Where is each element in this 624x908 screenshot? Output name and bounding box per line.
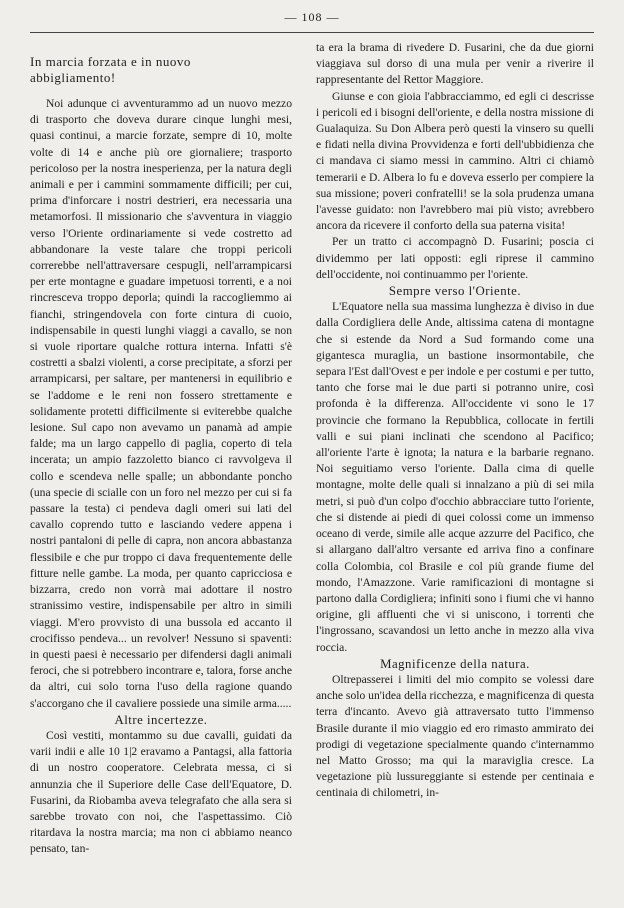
left-column [30, 44, 292, 858]
right-column [316, 40, 594, 802]
page-header [30, 10, 594, 36]
page-number: — 108 — [284, 10, 340, 24]
section-title-marcia: In marcia forzata e in nuovo abbigliamento! [30, 54, 191, 85]
section-title-oriente: Sempre verso l'Oriente. [388, 284, 522, 299]
paragraph: Oltrepasserei i limiti del mio compito se volessi dare anche solo un'idea della ricchezza, e magnificenza di questa terra d'incanto. Avevo già attraversato tutto l'immenso Brasile durante il mio viaggio ed ero rimasto ammirato dei prodigi di vegetazione specialmente quando c'internammo nel Matto Grosso; ma qui la maraviglia cresce. La vegetazione più lussureggiante si estende per centinaia e centinaia di chilometri, in- [316, 672, 594, 800]
paragraph: Per un tratto ci accompagnò D. Fusarini; poscia ci dividemmo per lati opposti: egli riprese il cammino dell'occidente, noi continuammo per l'oriente. [316, 235, 594, 281]
section-title-incertezze: Altre incertezze. [114, 712, 208, 727]
paragraph: L'Equatore nella sua massima lunghezza è diviso in due dalla Cordigliera delle Ande, altissima catena di montagne che si estende da Nord a Sud formando come una gigantesca muraglia, un bastione insormontabile, che separa l'Est dall'Ovest e per indole e per costumi e per tutto, tanto che forse mai le due parti si potranno unire, così profonda è la differenza. All'occidente vi sono le 17 provincie che formano la Repubblica, collocate in fertili valli e sui piani inclinati che scendono al Pacifico; all'oriente l'arte è ignota; la natura e la barbarie regnano. Noi seguitiamo verso l'oriente. Dalla cima di quelle montagne, molte delle quali si innalzano a più di sei mila metri, si può d'un colpo d'occhio abbracciare tutto l'oriente, che si distende ai piedi di quei colossi come un immenso oceano di verde, simile alle acque azzurre del Pacifico, che si allargano dall'altro versante ed arriva fino a confinare colla Colombia, col Brasile e col più grande fiume del mondo, l'Amazzone. Varie ramificazioni di montagne si partono dalla Cordigliera; infiniti sono i fiumi che vi hanno origine, gli affluenti che vi si uniscono, i torrenti che l'ingrossano, scavandosi un letto anche in mezzo alla viva roccia. [316, 300, 594, 654]
paragraph: Noi adunque ci avventurammo ad un nuovo mezzo di trasporto che doveva durare cinque lunghi mesi, quasi continui, a marcie forzate, sempre di 10, molte volte di 14 e anche più ore giornaliere; trasporto pericoloso per la nostra inesperienza, per la natura degli animali e per i cammini sommamente difficili; per cui, prima d'inforcare i nostri destrieri, era necessaria una metamorfosi. Il missionario che s'avventura in viaggio verso l'Oriente ordinariamente si vede costretto ad abbandonare la veste talare che troppi pericoli correrebbe nell'attraversare cespugli, nell'arrampicarsi per erte montagne e guadare impetuosi torrenti, e a noi rincresceva troppo deporla; quindi la raccogliemmo ai fianchi, stringendovela con forte cintura di cuoio, indispensabile in questi lunghi viaggi a cavallo, se non si vuole riportare qualche rottura interna. Infatti s'è costretti a sbalzi violenti, a corse precipitate, a sforzi per arrampicarsi, per saltare, per mantenersi in equilibrio e se l'addome e le reni non fossero strettamente e solidamente protetti difficilmente si eviterebbe qualche lesione. Sul capo non avevamo un panamà ad ampie falde; ma un largo cappello di paglia, coperto di tela incerata; un ampio fazzoletto bianco ci ravvolgeva il collo e scendeva nelle spalle; un abbondante poncho (una specie di scialle con un foro nel mezzo per cui si fa passare la testa) ci pendeva dagli omeri sui lati del cavallo coprendo tutto e lasciando vedere appena i nostri pantaloni di pelle di capra, non ancora abbastanza flessibile e che pur troppo ci dava frequentemente delle fitture nelle gambe. La moda, per quanto capricciosa e bizzarra, credo non vorrà mai adottare il nostro stranissimo vestire, indispensabile per altro in simili viaggi. M'ero provvisto di una bussola ed accanto il crocifisso pendeva... un revolver! Nessuno si spaventi: in questi paesi è necessario per difendersi dagli animali feroci, che si potrebbero incontrare e, talora, forse anche da altri, cui solo torna l'uso della ragione quando s'accorgano che il cavaliere possiede una simile arma..... [30, 97, 292, 710]
paragraph: Giunse e con gioia l'abbracciammo, ed egli ci descrisse i pericoli ed i bisogni dell'oriente, e della nostra missione di Gualaquiza. Su Don Albera però questi la vinsero su quelli e fidati nella divina Provvidenza e forti dell'ubbidienza che ci mandava ci siamo messi in cammino. Altri ci chiamò temerarii e D. Albera lo fu e doveva esserlo per compiere la sua missione; poveri confratelli! se la sola prudenza umana l'avesse guidato: non l'avrebbero mai più visto; avrebbero ancora da ricevere il conforto della sua paterna visita! [316, 89, 594, 233]
paragraph: ta era la brama di rivedere D. Fusarini, che da due giorni viaggiava sul dorso di una mula per venir a riverire il rappresentante del Rettor Maggiore. [316, 41, 594, 87]
section-title-magnificenze: Magnificenze della natura. [380, 656, 530, 671]
paragraph: Così vestiti, montammo su due cavalli, guidati da varii indii e alle 10 1|2 eravamo a Pantagsi, alla fattoria di un nostro cooperatore. Celebrata messa, ci si annunzia che il Superiore delle Case dell'Equatore, D. Fusarini, da Riobamba aveva telegrafato che alla sera si sarebbe trovato con noi, che l'aspettassimo. Ciò ritardava la nostra marcia; ma non ci abbiamo neanco pensato, tan- [30, 728, 292, 856]
header-rule [30, 32, 594, 33]
